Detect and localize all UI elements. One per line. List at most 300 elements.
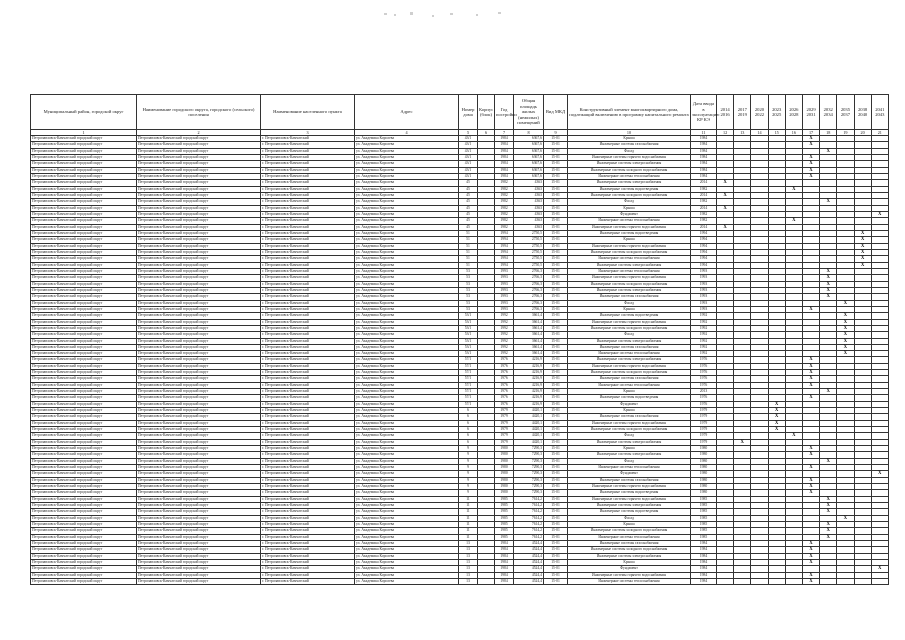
district-cell: Петропавловск-Камчатский городской округ <box>31 389 137 395</box>
column-header: 2026 2028 <box>785 95 802 130</box>
commission-date-cell: 1985 <box>691 509 717 515</box>
commission-date-cell: 1993 <box>691 300 717 306</box>
house-number-cell: 43/1 <box>459 136 478 142</box>
house-number-cell: 9 <box>459 446 478 452</box>
house-number-cell: 6 <box>459 433 478 439</box>
mkd-type-cell: 15-01 <box>544 224 568 230</box>
settlement-cell: Петропавловск-Камчатский городской округ <box>137 363 261 369</box>
locality-cell: г. Петропавловск-Камчатский <box>261 395 355 401</box>
period-mark: X <box>837 351 854 357</box>
build-year-cell: 1980 <box>495 465 514 471</box>
period-mark: X <box>820 268 837 274</box>
settlement-cell: Петропавловск-Камчатский городской округ <box>137 559 261 565</box>
period-mark: X <box>802 465 819 471</box>
address-cell: ул. Академика Королева <box>355 534 459 540</box>
locality-cell: г. Петропавловск-Камчатский <box>261 281 355 287</box>
settlement-cell: Петропавловск-Камчатский городской округ <box>137 325 261 331</box>
period-mark: X <box>802 578 819 584</box>
mkd-type-cell: 15-01 <box>544 572 568 578</box>
build-year-cell: 1976 <box>495 370 514 376</box>
commission-date-cell: 1976 <box>691 382 717 388</box>
period-mark: X <box>820 148 837 154</box>
element-cell: Инженерные системы водоотведения <box>568 395 691 401</box>
element-cell: Инженерные системы теплоснабжения <box>568 382 691 388</box>
period-mark: X <box>802 477 819 483</box>
period-mark: X <box>768 408 785 414</box>
district-cell: Петропавловск-Камчатский городской округ <box>31 357 137 363</box>
house-number-cell: 6 <box>459 414 478 420</box>
commission-date-cell: 1993 <box>691 294 717 300</box>
build-year-cell: 1985 <box>495 496 514 502</box>
commission-date-cell: 1994 <box>691 249 717 255</box>
period-mark: X <box>802 572 819 578</box>
address-cell: ул. Академика Королева <box>355 154 459 160</box>
commission-date-cell: 1994 <box>691 262 717 268</box>
build-year-cell: 1979 <box>495 420 514 426</box>
address-cell: ул. Академика Королева <box>355 357 459 363</box>
element-cell: Фасад <box>568 148 691 154</box>
district-cell: Петропавловск-Камчатский городской округ <box>31 490 137 496</box>
area-cell: 4216,9 <box>514 370 544 376</box>
capital-repair-table-sheet <box>30 94 888 585</box>
address-cell: ул. Академика Королева <box>355 376 459 382</box>
element-cell: Инженерные системы водоотведения <box>568 313 691 319</box>
house-number-cell: 9 <box>459 452 478 458</box>
locality-cell: г. Петропавловск-Камчатский <box>261 180 355 186</box>
area-cell: 2750,5 <box>514 262 544 268</box>
period-mark: X <box>768 420 785 426</box>
mkd-type-cell: 15-01 <box>544 344 568 350</box>
mkd-type-cell: 15-01 <box>544 446 568 452</box>
period-mark: X <box>854 256 871 262</box>
area-cell: 4363 <box>514 199 544 205</box>
settlement-cell: Петропавловск-Камчатский городской округ <box>137 515 261 521</box>
house-number-cell: 9 <box>459 484 478 490</box>
locality-cell: г. Петропавловск-Камчатский <box>261 452 355 458</box>
commission-date-cell: 1976 <box>691 363 717 369</box>
period-mark: X <box>820 287 837 293</box>
build-year-cell: 1982 <box>495 192 514 198</box>
settlement-cell: Петропавловск-Камчатский городской округ <box>137 344 261 350</box>
locality-cell: г. Петропавловск-Камчатский <box>261 142 355 148</box>
mkd-type-cell: 15-01 <box>544 306 568 312</box>
mkd-type-cell: 15-01 <box>544 490 568 496</box>
element-cell: Фасад <box>568 433 691 439</box>
period-mark: X <box>802 306 819 312</box>
element-cell: Инженерные системы водоотведения <box>568 230 691 236</box>
mkd-type-cell: 15-01 <box>544 167 568 173</box>
mkd-type-cell: 15-01 <box>544 370 568 376</box>
commission-date-cell: 1993 <box>691 287 717 293</box>
address-cell: ул. Академика Королева <box>355 439 459 445</box>
period-cell <box>717 578 734 584</box>
locality-cell: г. Петропавловск-Камчатский <box>261 262 355 268</box>
period-mark: X <box>768 427 785 433</box>
build-year-cell: 1984 <box>495 572 514 578</box>
element-cell: Инженерные системы газоснабжения <box>568 294 691 300</box>
house-number-cell: 13 <box>459 578 478 584</box>
district-cell: Петропавловск-Камчатский городской округ <box>31 205 137 211</box>
period-mark: X <box>854 237 871 243</box>
element-cell: Фасад <box>568 332 691 338</box>
settlement-cell: Петропавловск-Камчатский городской округ <box>137 420 261 426</box>
locality-cell: г. Петропавловск-Камчатский <box>261 522 355 528</box>
column-number: 3 <box>261 130 355 136</box>
address-cell: ул. Академика Королева <box>355 243 459 249</box>
build-year-cell: 1994 <box>495 262 514 268</box>
settlement-cell: Петропавловск-Камчатский городской округ <box>137 446 261 452</box>
period-mark: X <box>802 382 819 388</box>
settlement-cell: Петропавловск-Камчатский городской округ <box>137 237 261 243</box>
locality-cell: г. Петропавловск-Камчатский <box>261 243 355 249</box>
element-cell: Крыша <box>568 408 691 414</box>
element-cell: Инженерные системы холодного водоснабжения <box>568 427 691 433</box>
district-cell: Петропавловск-Камчатский городской округ <box>31 136 137 142</box>
address-cell: ул. Академика Королева <box>355 566 459 572</box>
area-cell: 4420,1 <box>514 427 544 433</box>
house-number-cell: 57/1 <box>459 357 478 363</box>
period-mark: X <box>820 522 837 528</box>
area-cell: 4216,9 <box>514 395 544 401</box>
district-cell: Петропавловск-Камчатский городской округ <box>31 249 137 255</box>
address-cell: ул. Академика Королева <box>355 427 459 433</box>
commission-date-cell: 1982 <box>691 218 717 224</box>
house-number-cell: 45 <box>459 218 478 224</box>
column-number: 10 <box>568 130 691 136</box>
district-cell: Петропавловск-Камчатский городской округ <box>31 199 137 205</box>
build-year-cell: 1982 <box>495 205 514 211</box>
period-mark: X <box>802 452 819 458</box>
area-cell: 7614,2 <box>514 503 544 509</box>
period-cell <box>751 578 768 584</box>
build-year-cell: 1984 <box>495 161 514 167</box>
district-cell: Петропавловск-Камчатский городской округ <box>31 509 137 515</box>
build-year-cell: 1984 <box>495 148 514 154</box>
settlement-cell: Петропавловск-Камчатский городской округ <box>137 427 261 433</box>
area-cell: 6367,6 <box>514 136 544 142</box>
column-header: Наименование городского округа, городского (сельского) поселения <box>137 95 261 130</box>
period-mark: X <box>871 471 888 477</box>
district-cell: Петропавловск-Камчатский городской округ <box>31 446 137 452</box>
mkd-type-cell: 15-01 <box>544 395 568 401</box>
house-number-cell: 51 <box>459 237 478 243</box>
build-year-cell: 1993 <box>495 300 514 306</box>
district-cell: Петропавловск-Камчатский городской округ <box>31 382 137 388</box>
build-year-cell: 1976 <box>495 357 514 363</box>
district-cell: Петропавловск-Камчатский городской округ <box>31 515 137 521</box>
mkd-type-cell: 15-01 <box>544 268 568 274</box>
period-mark: X <box>820 534 837 540</box>
build-year-cell: 1982 <box>495 180 514 186</box>
district-cell: Петропавловск-Камчатский городской округ <box>31 408 137 414</box>
element-cell: Инженерные системы холодного водоснабжения <box>568 281 691 287</box>
mkd-type-cell: 15-01 <box>544 376 568 382</box>
district-cell: Петропавловск-Камчатский городской округ <box>31 420 137 426</box>
commission-date-cell: 1982 <box>691 199 717 205</box>
commission-date-cell: 1992 <box>691 338 717 344</box>
build-year-cell: 1992 <box>495 319 514 325</box>
address-cell: ул. Академика Королева <box>355 294 459 300</box>
address-cell: ул. Академика Королева <box>355 389 459 395</box>
element-cell: Инженерные системы горячего водоснабжения <box>568 154 691 160</box>
settlement-cell: Петропавловск-Камчатский городской округ <box>137 319 261 325</box>
house-number-cell: 6 <box>459 439 478 445</box>
settlement-cell: Петропавловск-Камчатский городской округ <box>137 376 261 382</box>
area-cell: 2766,3 <box>514 281 544 287</box>
area-cell: 2750,5 <box>514 237 544 243</box>
locality-cell: г. Петропавловск-Камчатский <box>261 401 355 407</box>
commission-date-cell: 1980 <box>691 490 717 496</box>
house-number-cell: 53 <box>459 300 478 306</box>
house-number-cell: 53 <box>459 306 478 312</box>
settlement-cell: Петропавловск-Камчатский городской округ <box>137 382 261 388</box>
address-cell: ул. Академика Королева <box>355 319 459 325</box>
address-cell: ул. Академика Королева <box>355 395 459 401</box>
address-cell: ул. Академика Королева <box>355 515 459 521</box>
mkd-type-cell: 15-01 <box>544 541 568 547</box>
element-cell: Крыша <box>568 306 691 312</box>
district-cell: Петропавловск-Камчатский городской округ <box>31 401 137 407</box>
house-number-cell: 57/1 <box>459 401 478 407</box>
locality-cell: г. Петропавловск-Камчатский <box>261 477 355 483</box>
district-cell: Петропавловск-Камчатский городской округ <box>31 427 137 433</box>
locality-cell: г. Петропавловск-Камчатский <box>261 161 355 167</box>
settlement-cell: Петропавловск-Камчатский городской округ <box>137 230 261 236</box>
locality-cell: г. Петропавловск-Камчатский <box>261 439 355 445</box>
district-cell: Петропавловск-Камчатский городской округ <box>31 559 137 565</box>
district-cell: Петропавловск-Камчатский городской округ <box>31 332 137 338</box>
element-cell: Фасад <box>568 300 691 306</box>
column-number: 9 <box>544 130 568 136</box>
period-mark: X <box>802 490 819 496</box>
commission-date-cell: 1984 <box>691 136 717 142</box>
build-year-cell: 1979 <box>495 439 514 445</box>
locality-cell: г. Петропавловск-Камчатский <box>261 408 355 414</box>
element-cell: Инженерные системы холодного водоснабжения <box>568 325 691 331</box>
commission-date-cell: 1976 <box>691 357 717 363</box>
house-number-cell: 9 <box>459 465 478 471</box>
mkd-type-cell: 15-01 <box>544 300 568 306</box>
area-cell: 2766,3 <box>514 294 544 300</box>
period-mark: X <box>837 313 854 319</box>
commission-date-cell: 1984 <box>691 566 717 572</box>
address-cell: ул. Академика Королева <box>355 382 459 388</box>
element-cell: Фасад <box>568 199 691 205</box>
area-cell: 6367,6 <box>514 167 544 173</box>
district-cell: Петропавловск-Камчатский городской округ <box>31 294 137 300</box>
locality-cell: г. Петропавловск-Камчатский <box>261 332 355 338</box>
mkd-type-cell: 15-01 <box>544 452 568 458</box>
build-year-cell: 1980 <box>495 446 514 452</box>
district-cell: Петропавловск-Камчатский городской округ <box>31 484 137 490</box>
locality-cell: г. Петропавловск-Камчатский <box>261 515 355 521</box>
build-year-cell: 1985 <box>495 522 514 528</box>
area-cell: 4420,1 <box>514 414 544 420</box>
mkd-type-cell: 15-01 <box>544 420 568 426</box>
district-cell: Петропавловск-Камчатский городской округ <box>31 281 137 287</box>
house-number-cell: 11 <box>459 515 478 521</box>
element-cell: Инженерные системы газоснабжения <box>568 376 691 382</box>
build-year-cell: 1982 <box>495 199 514 205</box>
column-header: 2020 2022 <box>751 95 768 130</box>
element-cell: Инженерные системы электроснабжения <box>568 287 691 293</box>
period-mark: X <box>717 224 734 230</box>
area-cell: 2766,3 <box>514 306 544 312</box>
build-year-cell: 1992 <box>495 313 514 319</box>
element-cell: Инженерные системы горячего водоснабжения <box>568 420 691 426</box>
settlement-cell: Петропавловск-Камчатский городской округ <box>137 218 261 224</box>
house-number-cell: 51 <box>459 256 478 262</box>
area-cell: 7290,3 <box>514 484 544 490</box>
district-cell: Петропавловск-Камчатский городской округ <box>31 180 137 186</box>
mkd-type-cell: 15-01 <box>544 389 568 395</box>
column-header: 2038 2040 <box>854 95 871 130</box>
settlement-cell: Петропавловск-Камчатский городской округ <box>137 167 261 173</box>
area-cell: 4216,9 <box>514 357 544 363</box>
area-cell: 4420,1 <box>514 408 544 414</box>
column-number: 2 <box>137 130 261 136</box>
address-cell: ул. Академика Королева <box>355 237 459 243</box>
locality-cell: г. Петропавловск-Камчатский <box>261 357 355 363</box>
commission-date-cell: 1982 <box>691 186 717 192</box>
column-number: 1 <box>31 130 137 136</box>
build-year-cell: 1993 <box>495 287 514 293</box>
area-cell: 7290,3 <box>514 490 544 496</box>
house-number-cell: 6 <box>459 408 478 414</box>
house-number-cell: 13 <box>459 541 478 547</box>
area-cell: 4363 <box>514 224 544 230</box>
element-cell: Инженерные системы горячего водоснабжения <box>568 319 691 325</box>
period-cell <box>785 578 802 584</box>
column-number: 4 <box>355 130 459 136</box>
period-mark: X <box>785 218 802 224</box>
area-cell: 2750,5 <box>514 256 544 262</box>
mkd-type-cell: 15-01 <box>544 578 568 584</box>
locality-cell: г. Петропавловск-Камчатский <box>261 325 355 331</box>
district-cell: Петропавловск-Камчатский городской округ <box>31 566 137 572</box>
area-cell: 7290,3 <box>514 458 544 464</box>
commission-date-cell: 1979 <box>691 414 717 420</box>
mkd-type-cell: 15-01 <box>544 458 568 464</box>
area-cell: 7614,2 <box>514 515 544 521</box>
settlement-cell: Петропавловск-Камчатский городской округ <box>137 414 261 420</box>
locality-cell: г. Петропавловск-Камчатский <box>261 268 355 274</box>
house-number-cell: 43/1 <box>459 173 478 179</box>
settlement-cell: Петропавловск-Камчатский городской округ <box>137 490 261 496</box>
build-year-cell: 1985 <box>495 509 514 515</box>
locality-cell: г. Петропавловск-Камчатский <box>261 167 355 173</box>
build-year-cell: 1994 <box>495 256 514 262</box>
mkd-type-cell: 15-01 <box>544 294 568 300</box>
address-cell: ул. Академика Королева <box>355 465 459 471</box>
district-cell: Петропавловск-Камчатский городской округ <box>31 300 137 306</box>
house-number-cell: 13 <box>459 553 478 559</box>
period-cell <box>734 578 751 584</box>
commission-date-cell: 1976 <box>691 370 717 376</box>
build-year-cell: 1976 <box>495 389 514 395</box>
period-cell <box>837 578 854 584</box>
address-cell: ул. Академика Королева <box>355 275 459 281</box>
capital-repair-table <box>30 94 889 585</box>
district-cell: Петропавловск-Камчатский городской округ <box>31 528 137 534</box>
district-cell: Петропавловск-Камчатский городской округ <box>31 192 137 198</box>
commission-date-cell: 1982 <box>691 211 717 217</box>
period-mark: X <box>871 566 888 572</box>
column-number: 13 <box>734 130 751 136</box>
district-cell: Петропавловск-Камчатский городской округ <box>31 161 137 167</box>
address-cell: ул. Академика Королева <box>355 136 459 142</box>
district-cell: Петропавловск-Камчатский городской округ <box>31 433 137 439</box>
locality-cell: г. Петропавловск-Камчатский <box>261 433 355 439</box>
mkd-type-cell: 15-01 <box>544 154 568 160</box>
district-cell: Петропавловск-Камчатский городской округ <box>31 553 137 559</box>
period-mark: X <box>802 446 819 452</box>
house-number-cell: 57/1 <box>459 395 478 401</box>
house-number-cell: 53 <box>459 275 478 281</box>
commission-date-cell: 1985 <box>691 496 717 502</box>
locality-cell: г. Петропавловск-Камчатский <box>261 224 355 230</box>
house-number-cell: 11 <box>459 522 478 528</box>
element-cell: Инженерные системы горячего водоснабжения <box>568 363 691 369</box>
address-cell: ул. Академика Королева <box>355 503 459 509</box>
commission-date-cell: 1984 <box>691 541 717 547</box>
settlement-cell: Петропавловск-Камчатский городской округ <box>137 509 261 515</box>
mkd-type-cell: 15-01 <box>544 503 568 509</box>
address-cell: ул. Академика Королева <box>355 471 459 477</box>
period-mark: X <box>802 154 819 160</box>
district-cell: Петропавловск-Камчатский городской округ <box>31 211 137 217</box>
area-cell: 2750,5 <box>514 249 544 255</box>
build-year-cell: 1992 <box>495 351 514 357</box>
build-year-cell: 1976 <box>495 395 514 401</box>
area-cell: 2750,5 <box>514 230 544 236</box>
house-number-cell: 6 <box>459 420 478 426</box>
mkd-type-cell: 15-01 <box>544 313 568 319</box>
area-cell: 7614,2 <box>514 509 544 515</box>
element-cell: Крыша <box>568 522 691 528</box>
element-cell: Инженерные системы электроснабжения <box>568 180 691 186</box>
commission-date-cell: 1984 <box>691 161 717 167</box>
area-cell: 6367,6 <box>514 173 544 179</box>
element-cell: Фасад <box>568 515 691 521</box>
area-cell: 4524,4 <box>514 559 544 565</box>
mkd-type-cell: 15-01 <box>544 148 568 154</box>
column-number: 17 <box>802 130 819 136</box>
element-cell: Инженерные системы горячего водоснабжения <box>568 484 691 490</box>
mkd-type-cell: 15-01 <box>544 287 568 293</box>
settlement-cell: Петропавловск-Камчатский городской округ <box>137 294 261 300</box>
mkd-type-cell: 15-01 <box>544 136 568 142</box>
commission-date-cell: 1985 <box>691 534 717 540</box>
period-mark: X <box>802 357 819 363</box>
commission-date-cell: 1994 <box>691 230 717 236</box>
house-number-cell: 53 <box>459 294 478 300</box>
area-cell: 3661,4 <box>514 351 544 357</box>
commission-date-cell: 1979 <box>691 427 717 433</box>
address-cell: ул. Академика Королева <box>355 559 459 565</box>
build-year-cell: 1979 <box>495 408 514 414</box>
district-cell: Петропавловск-Камчатский городской округ <box>31 306 137 312</box>
area-cell: 7614,2 <box>514 522 544 528</box>
build-year-cell: 1980 <box>495 452 514 458</box>
district-cell: Петропавловск-Камчатский городской округ <box>31 287 137 293</box>
mkd-type-cell: 15-01 <box>544 319 568 325</box>
column-header: Конструктивный элемент многоквартирного дома, подлежащий включению в программу капитального ремонта <box>568 95 691 130</box>
mkd-type-cell: 15-01 <box>544 433 568 439</box>
element-cell: Инженерные системы теплоснабжения <box>568 578 691 584</box>
mkd-type-cell: 15-01 <box>544 281 568 287</box>
element-cell: Инженерные системы горячего водоснабжения <box>568 224 691 230</box>
